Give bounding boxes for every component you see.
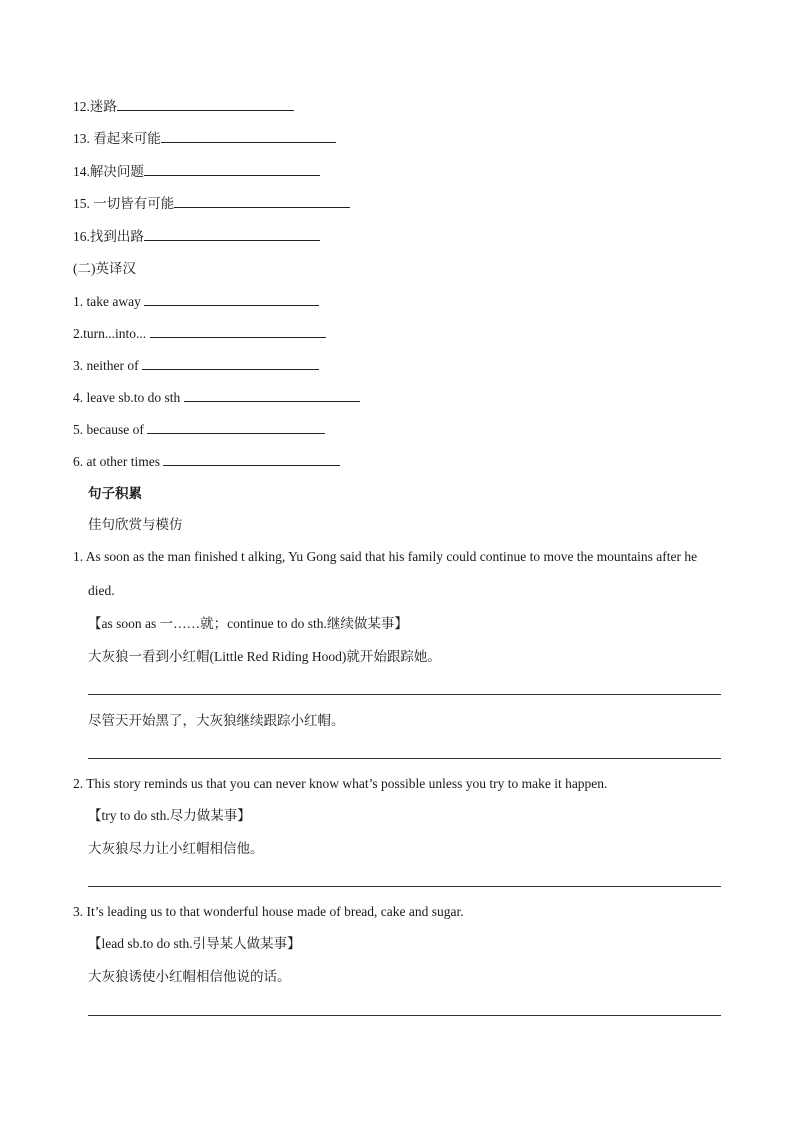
vocab-label: 14.解决问题 [73,164,144,179]
answer-blank[interactable] [144,292,319,306]
vocab-item [73,227,320,246]
answer-blank[interactable] [174,194,350,208]
example-sentence: 2. This story reminds us that you can never know what’s possible unless you try to make it happen. [73,776,608,791]
translation-prompt: 尽管天开始黑了，大灰狼继续跟踪小红帽。 [88,713,345,728]
answer-blank[interactable] [147,420,325,434]
translation-prompt: 大灰狼尽力让小红帽相信他。 [88,841,264,856]
answer-line[interactable] [88,886,721,887]
grammar-hint: 【as soon as 一……就；continue to do sth.继续做某事】 [88,616,408,631]
vocab-item [73,292,319,311]
answer-blank[interactable] [142,356,319,370]
answer-line[interactable] [88,758,721,759]
sentence-section-subheading: 佳句欣赏与模仿 [88,517,183,532]
answer-line[interactable] [88,1015,721,1016]
vocab-label: 4. leave sb.to do sth [73,390,184,405]
grammar-hint: 【try to do sth.尽力做某事】 [88,808,251,823]
vocab-label: 15. 一切皆有可能 [73,196,175,211]
answer-blank[interactable] [144,227,320,241]
translation-prompt: 大灰狼一看到小红帽(Little Red Riding Hood)就开始跟踪她。 [88,649,441,664]
vocab-label: 1. take away [73,294,145,309]
vocab-item [73,129,336,148]
vocab-label: 13. 看起来可能 [73,131,161,146]
example-sentence: 1. As soon as the man finished t alking, Yu Gong said that his family could continue to move the mountains after he [73,549,698,564]
vocab-item [73,162,320,181]
answer-blank[interactable] [161,129,336,143]
vocab-item [73,97,294,116]
example-sentence: 3. It’s leading us to that wonderful house made of bread, cake and sugar. [73,904,464,919]
vocab-item [73,324,326,343]
answer-blank[interactable] [184,388,360,402]
vocab-item [73,420,325,439]
vocab-item [73,194,350,213]
answer-blank[interactable] [163,452,340,466]
example-sentence-continued: died. [88,583,115,598]
vocab-label: 6. at other times [73,454,164,469]
answer-blank[interactable] [117,97,294,111]
vocab-label: 5. because of [73,422,148,437]
answer-blank[interactable] [144,162,320,176]
grammar-hint: 【lead sb.to do sth.引导某人做某事】 [88,936,301,951]
answer-blank[interactable] [150,324,326,338]
vocab-item [73,452,340,471]
section-heading: (二)英译汉 [73,261,136,276]
vocab-label: 12.迷路 [73,99,117,114]
vocab-label: 2.turn...into... [73,326,150,341]
vocab-item [73,388,360,407]
vocab-label: 16.找到出路 [73,229,144,244]
vocab-item [73,356,319,375]
translation-prompt: 大灰狼诱使小红帽相信他说的话。 [88,969,291,984]
sentence-section-heading: 句子积累 [88,486,142,501]
vocab-label: 3. neither of [73,358,142,373]
answer-line[interactable] [88,694,721,695]
